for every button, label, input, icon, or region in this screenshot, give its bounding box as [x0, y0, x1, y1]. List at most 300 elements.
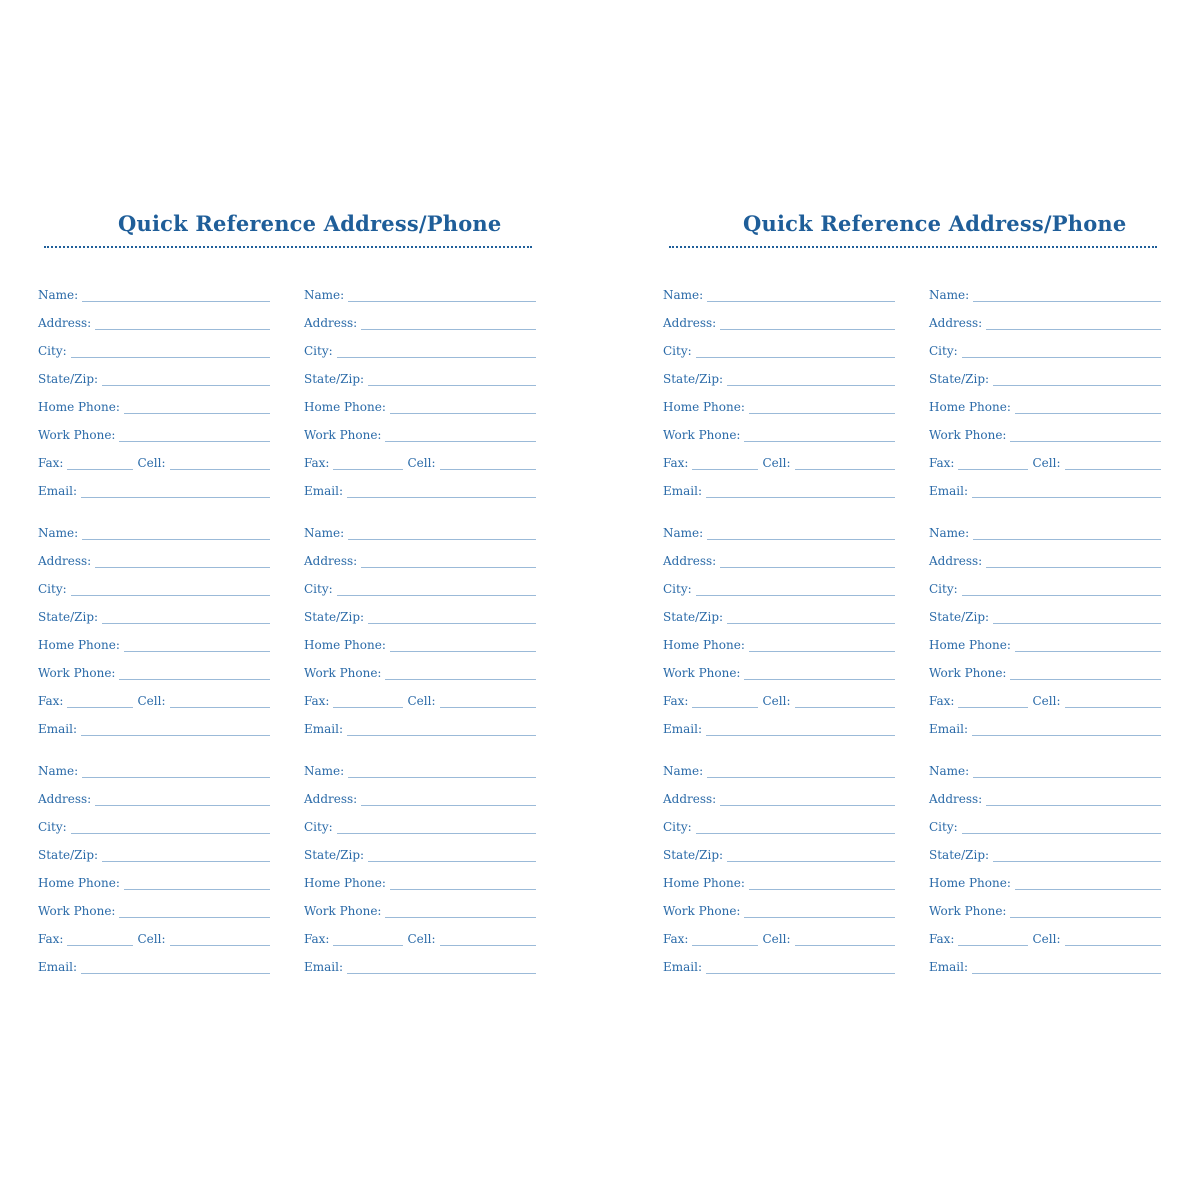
state_zip-label: State/Zip: — [304, 848, 365, 862]
name-field — [304, 750, 536, 778]
dotted-divider — [44, 246, 532, 248]
work_phone-label: Work Phone: — [663, 428, 741, 442]
cell-write-line[interactable] — [795, 933, 896, 946]
cell-label: Cell: — [762, 932, 791, 946]
address-field — [663, 778, 895, 806]
city-label: City: — [663, 344, 692, 358]
home_phone-label: Home Phone: — [38, 876, 120, 890]
home_phone-label: Home Phone: — [663, 638, 745, 652]
home_phone-write-line[interactable] — [390, 639, 536, 652]
work-phone-field — [38, 652, 270, 680]
email-field — [663, 470, 895, 498]
work_phone-label: Work Phone: — [38, 666, 116, 680]
state_zip-write-line[interactable] — [102, 611, 270, 624]
cell-write-line[interactable] — [795, 695, 896, 708]
email-write-line[interactable] — [706, 485, 895, 498]
address-field — [38, 302, 270, 330]
email-field — [663, 946, 895, 974]
work-phone-field — [304, 414, 536, 442]
email-field — [663, 708, 895, 736]
cell-write-line[interactable] — [795, 457, 896, 470]
state_zip-write-line[interactable] — [368, 849, 536, 862]
work-phone-field — [663, 652, 895, 680]
work_phone-label: Work Phone: — [929, 428, 1007, 442]
work_phone-write-line[interactable] — [1010, 667, 1161, 680]
city-label: City: — [304, 582, 333, 596]
email-label: Email: — [304, 484, 344, 498]
city-write-line[interactable] — [696, 583, 895, 596]
email-write-line[interactable] — [972, 723, 1161, 736]
home_phone-label: Home Phone: — [304, 876, 386, 890]
email-write-line[interactable] — [972, 485, 1161, 498]
email-field — [929, 708, 1161, 736]
work-phone-field — [304, 890, 536, 918]
email-label: Email: — [663, 960, 703, 974]
name-write-line[interactable] — [973, 289, 1161, 302]
address-field — [929, 778, 1161, 806]
address-label: Address: — [38, 554, 92, 568]
email-label: Email: — [38, 960, 78, 974]
right-page — [663, 210, 1163, 974]
state_zip-write-line[interactable] — [727, 373, 895, 386]
fax-write-line[interactable] — [67, 695, 133, 708]
city-write-line[interactable] — [696, 345, 895, 358]
state-zip-field — [304, 596, 536, 624]
state_zip-write-line[interactable] — [102, 373, 270, 386]
address-field — [929, 540, 1161, 568]
name-field — [38, 750, 270, 778]
state_zip-label: State/Zip: — [38, 848, 99, 862]
work_phone-label: Work Phone: — [663, 904, 741, 918]
home_phone-write-line[interactable] — [749, 401, 895, 414]
city-write-line[interactable] — [962, 583, 1161, 596]
city-label: City: — [663, 820, 692, 834]
fax-write-line[interactable] — [692, 457, 758, 470]
home_phone-write-line[interactable] — [1015, 401, 1161, 414]
contact-entry — [304, 750, 536, 974]
home_phone-label: Home Phone: — [304, 638, 386, 652]
cell-label: Cell: — [1032, 456, 1061, 470]
name-label: Name: — [929, 764, 970, 778]
home_phone-write-line[interactable] — [124, 401, 270, 414]
home_phone-write-line[interactable] — [390, 401, 536, 414]
fax-write-line[interactable] — [958, 457, 1028, 470]
state_zip-write-line[interactable] — [368, 373, 536, 386]
home-phone-field — [38, 862, 270, 890]
home_phone-write-line[interactable] — [124, 639, 270, 652]
email-write-line[interactable] — [972, 961, 1161, 974]
work_phone-label: Work Phone: — [929, 666, 1007, 680]
state_zip-label: State/Zip: — [304, 610, 365, 624]
left-page — [38, 210, 538, 974]
cell-write-line[interactable] — [1065, 695, 1162, 708]
state_zip-write-line[interactable] — [102, 849, 270, 862]
page-title: Quick Reference Address/Phone — [743, 211, 1127, 236]
work-phone-field — [38, 414, 270, 442]
name-label: Name: — [38, 764, 79, 778]
state_zip-write-line[interactable] — [727, 849, 895, 862]
name-write-line[interactable] — [82, 289, 270, 302]
address-write-line[interactable] — [361, 317, 536, 330]
name-field — [38, 512, 270, 540]
address-label: Address: — [929, 554, 983, 568]
fax-cell-field — [929, 680, 1161, 708]
cell-write-line[interactable] — [170, 457, 271, 470]
state-zip-field — [663, 834, 895, 862]
email-label: Email: — [304, 960, 344, 974]
address-write-line[interactable] — [95, 317, 270, 330]
home-phone-field — [38, 386, 270, 414]
email-field — [38, 708, 270, 736]
home_phone-label: Home Phone: — [663, 876, 745, 890]
state_zip-write-line[interactable] — [993, 611, 1161, 624]
name-write-line[interactable] — [707, 765, 895, 778]
fax-cell-field — [663, 442, 895, 470]
fax-label: Fax: — [304, 694, 330, 708]
email-field — [38, 946, 270, 974]
name-field — [663, 274, 895, 302]
email-field — [929, 470, 1161, 498]
cell-label: Cell: — [407, 694, 436, 708]
fax-write-line[interactable] — [958, 933, 1028, 946]
fax-cell-field — [304, 680, 536, 708]
cell-write-line[interactable] — [440, 695, 537, 708]
email-write-line[interactable] — [706, 961, 895, 974]
email-label: Email: — [929, 484, 969, 498]
state_zip-label: State/Zip: — [663, 610, 724, 624]
city-write-line[interactable] — [71, 583, 270, 596]
cell-label: Cell: — [762, 456, 791, 470]
state-zip-field — [38, 834, 270, 862]
state-zip-field — [929, 596, 1161, 624]
home-phone-field — [663, 862, 895, 890]
fax-cell-field — [663, 680, 895, 708]
name-write-line[interactable] — [973, 765, 1161, 778]
name-label: Name: — [663, 764, 704, 778]
address-write-line[interactable] — [95, 555, 270, 568]
fax-cell-field — [304, 918, 536, 946]
state-zip-field — [38, 596, 270, 624]
address-write-line[interactable] — [986, 317, 1161, 330]
cell-write-line[interactable] — [1065, 457, 1162, 470]
work-phone-field — [929, 414, 1161, 442]
address-label: Address: — [929, 316, 983, 330]
name-label: Name: — [304, 288, 345, 302]
city-field — [304, 568, 536, 596]
fax-write-line[interactable] — [333, 695, 403, 708]
contact-entry — [663, 750, 895, 974]
city-field — [663, 806, 895, 834]
cell-label: Cell: — [407, 932, 436, 946]
state_zip-label: State/Zip: — [929, 372, 990, 386]
address-label: Address: — [304, 316, 358, 330]
fax-write-line[interactable] — [692, 933, 758, 946]
city-field — [304, 330, 536, 358]
fax-write-line[interactable] — [958, 695, 1028, 708]
work_phone-label: Work Phone: — [929, 904, 1007, 918]
email-field — [304, 946, 536, 974]
work_phone-write-line[interactable] — [1010, 905, 1161, 918]
fax-label: Fax: — [38, 694, 64, 708]
home-phone-field — [929, 624, 1161, 652]
address-label: Address: — [304, 554, 358, 568]
address-write-line[interactable] — [720, 317, 895, 330]
address-label: Address: — [929, 792, 983, 806]
state-zip-field — [929, 834, 1161, 862]
work_phone-write-line[interactable] — [744, 429, 895, 442]
address-write-line[interactable] — [720, 555, 895, 568]
email-write-line[interactable] — [81, 485, 270, 498]
work_phone-write-line[interactable] — [385, 905, 536, 918]
work_phone-write-line[interactable] — [119, 667, 270, 680]
home_phone-write-line[interactable] — [1015, 639, 1161, 652]
email-write-line[interactable] — [347, 961, 536, 974]
work_phone-write-line[interactable] — [744, 905, 895, 918]
email-write-line[interactable] — [347, 723, 536, 736]
name-write-line[interactable] — [348, 289, 536, 302]
fax-label: Fax: — [663, 694, 689, 708]
cell-label: Cell: — [1032, 694, 1061, 708]
email-write-line[interactable] — [706, 723, 895, 736]
home-phone-field — [304, 624, 536, 652]
city-field — [38, 806, 270, 834]
cell-label: Cell: — [762, 694, 791, 708]
address-write-line[interactable] — [361, 793, 536, 806]
city-field — [38, 568, 270, 596]
address-write-line[interactable] — [986, 555, 1161, 568]
email-label: Email: — [663, 722, 703, 736]
state_zip-label: State/Zip: — [929, 848, 990, 862]
email-field — [38, 470, 270, 498]
fax-label: Fax: — [929, 456, 955, 470]
address-write-line[interactable] — [720, 793, 895, 806]
address-field — [304, 302, 536, 330]
cell-write-line[interactable] — [440, 457, 537, 470]
work_phone-label: Work Phone: — [38, 904, 116, 918]
state-zip-field — [929, 358, 1161, 386]
city-write-line[interactable] — [962, 345, 1161, 358]
name-write-line[interactable] — [82, 765, 270, 778]
home_phone-write-line[interactable] — [124, 877, 270, 890]
home_phone-write-line[interactable] — [749, 877, 895, 890]
work_phone-label: Work Phone: — [38, 428, 116, 442]
fax-cell-field — [929, 442, 1161, 470]
state_zip-label: State/Zip: — [38, 610, 99, 624]
name-write-line[interactable] — [707, 289, 895, 302]
work_phone-write-line[interactable] — [1010, 429, 1161, 442]
city-write-line[interactable] — [962, 821, 1161, 834]
home_phone-write-line[interactable] — [1015, 877, 1161, 890]
fax-cell-field — [929, 918, 1161, 946]
city-write-line[interactable] — [337, 583, 536, 596]
cell-label: Cell: — [407, 456, 436, 470]
email-label: Email: — [929, 960, 969, 974]
home-phone-field — [929, 386, 1161, 414]
fax-label: Fax: — [929, 932, 955, 946]
email-field — [304, 470, 536, 498]
fax-label: Fax: — [304, 456, 330, 470]
fax-label: Fax: — [663, 932, 689, 946]
address-write-line[interactable] — [986, 793, 1161, 806]
email-write-line[interactable] — [81, 961, 270, 974]
state-zip-field — [38, 358, 270, 386]
work_phone-write-line[interactable] — [119, 905, 270, 918]
state-zip-field — [663, 596, 895, 624]
fax-write-line[interactable] — [333, 933, 403, 946]
city-label: City: — [304, 344, 333, 358]
cell-write-line[interactable] — [440, 933, 537, 946]
dotted-divider — [669, 246, 1157, 248]
address-label: Address: — [663, 554, 717, 568]
entry-grid — [38, 274, 538, 974]
home_phone-label: Home Phone: — [929, 876, 1011, 890]
home_phone-label: Home Phone: — [38, 400, 120, 414]
fax-cell-field — [38, 680, 270, 708]
address-label: Address: — [304, 792, 358, 806]
work_phone-label: Work Phone: — [304, 904, 382, 918]
email-write-line[interactable] — [81, 723, 270, 736]
email-field — [304, 708, 536, 736]
city-label: City: — [304, 820, 333, 834]
address-write-line[interactable] — [95, 793, 270, 806]
address-label: Address: — [663, 316, 717, 330]
city-field — [929, 568, 1161, 596]
state_zip-label: State/Zip: — [38, 372, 99, 386]
city-label: City: — [38, 582, 67, 596]
fax-write-line[interactable] — [67, 457, 133, 470]
address-label: Address: — [38, 792, 92, 806]
contact-entry — [304, 512, 536, 736]
fax-write-line[interactable] — [67, 933, 133, 946]
home_phone-label: Home Phone: — [304, 400, 386, 414]
city-field — [929, 330, 1161, 358]
address-field — [929, 302, 1161, 330]
fax-write-line[interactable] — [692, 695, 758, 708]
work_phone-label: Work Phone: — [663, 666, 741, 680]
work_phone-write-line[interactable] — [385, 667, 536, 680]
address-field — [304, 540, 536, 568]
email-write-line[interactable] — [347, 485, 536, 498]
city-field — [929, 806, 1161, 834]
home_phone-write-line[interactable] — [749, 639, 895, 652]
contact-entry — [929, 274, 1161, 498]
cell-write-line[interactable] — [1065, 933, 1162, 946]
work_phone-label: Work Phone: — [304, 428, 382, 442]
work-phone-field — [663, 890, 895, 918]
name-field — [663, 750, 895, 778]
name-label: Name: — [304, 526, 345, 540]
work-phone-field — [663, 414, 895, 442]
work_phone-write-line[interactable] — [119, 429, 270, 442]
cell-write-line[interactable] — [170, 695, 271, 708]
address-field — [38, 540, 270, 568]
city-write-line[interactable] — [696, 821, 895, 834]
state-zip-field — [304, 358, 536, 386]
city-write-line[interactable] — [71, 821, 270, 834]
fax-label: Fax: — [304, 932, 330, 946]
home_phone-write-line[interactable] — [390, 877, 536, 890]
name-write-line[interactable] — [707, 527, 895, 540]
fax-write-line[interactable] — [333, 457, 403, 470]
name-label: Name: — [38, 288, 79, 302]
city-write-line[interactable] — [71, 345, 270, 358]
fax-label: Fax: — [663, 456, 689, 470]
fax-cell-field — [38, 918, 270, 946]
page-title: Quick Reference Address/Phone — [118, 211, 502, 236]
home-phone-field — [304, 386, 536, 414]
contact-entry — [304, 274, 536, 498]
city-label: City: — [929, 582, 958, 596]
fax-cell-field — [38, 442, 270, 470]
city-field — [663, 568, 895, 596]
city-label: City: — [929, 820, 958, 834]
city-write-line[interactable] — [337, 345, 536, 358]
state_zip-write-line[interactable] — [993, 373, 1161, 386]
address-field — [663, 540, 895, 568]
name-field — [304, 274, 536, 302]
contact-entry — [38, 512, 270, 736]
name-label: Name: — [38, 526, 79, 540]
name-label: Name: — [663, 526, 704, 540]
state_zip-write-line[interactable] — [368, 611, 536, 624]
address-field — [304, 778, 536, 806]
address-label: Address: — [663, 792, 717, 806]
address-field — [38, 778, 270, 806]
state_zip-label: State/Zip: — [663, 848, 724, 862]
state-zip-field — [663, 358, 895, 386]
contact-entry — [663, 512, 895, 736]
entry-grid — [663, 274, 1163, 974]
fax-cell-field — [304, 442, 536, 470]
name-field — [663, 512, 895, 540]
work_phone-write-line[interactable] — [385, 429, 536, 442]
name-write-line[interactable] — [973, 527, 1161, 540]
email-label: Email: — [663, 484, 703, 498]
name-field — [38, 274, 270, 302]
city-label: City: — [663, 582, 692, 596]
state_zip-label: State/Zip: — [304, 372, 365, 386]
fax-cell-field — [663, 918, 895, 946]
city-field — [38, 330, 270, 358]
city-label: City: — [38, 344, 67, 358]
address-write-line[interactable] — [361, 555, 536, 568]
name-label: Name: — [663, 288, 704, 302]
name-field — [929, 274, 1161, 302]
city-write-line[interactable] — [337, 821, 536, 834]
home-phone-field — [38, 624, 270, 652]
name-label: Name: — [304, 764, 345, 778]
state_zip-write-line[interactable] — [993, 849, 1161, 862]
city-label: City: — [38, 820, 67, 834]
state_zip-label: State/Zip: — [663, 372, 724, 386]
work-phone-field — [929, 652, 1161, 680]
state_zip-label: State/Zip: — [929, 610, 990, 624]
fax-label: Fax: — [38, 932, 64, 946]
email-label: Email: — [38, 484, 78, 498]
name-write-line[interactable] — [82, 527, 270, 540]
state_zip-write-line[interactable] — [727, 611, 895, 624]
home_phone-label: Home Phone: — [929, 638, 1011, 652]
cell-label: Cell: — [137, 456, 166, 470]
fax-label: Fax: — [38, 456, 64, 470]
cell-write-line[interactable] — [170, 933, 271, 946]
home_phone-label: Home Phone: — [38, 638, 120, 652]
name-write-line[interactable] — [348, 765, 536, 778]
name-write-line[interactable] — [348, 527, 536, 540]
email-label: Email: — [929, 722, 969, 736]
home-phone-field — [663, 624, 895, 652]
work_phone-write-line[interactable] — [744, 667, 895, 680]
